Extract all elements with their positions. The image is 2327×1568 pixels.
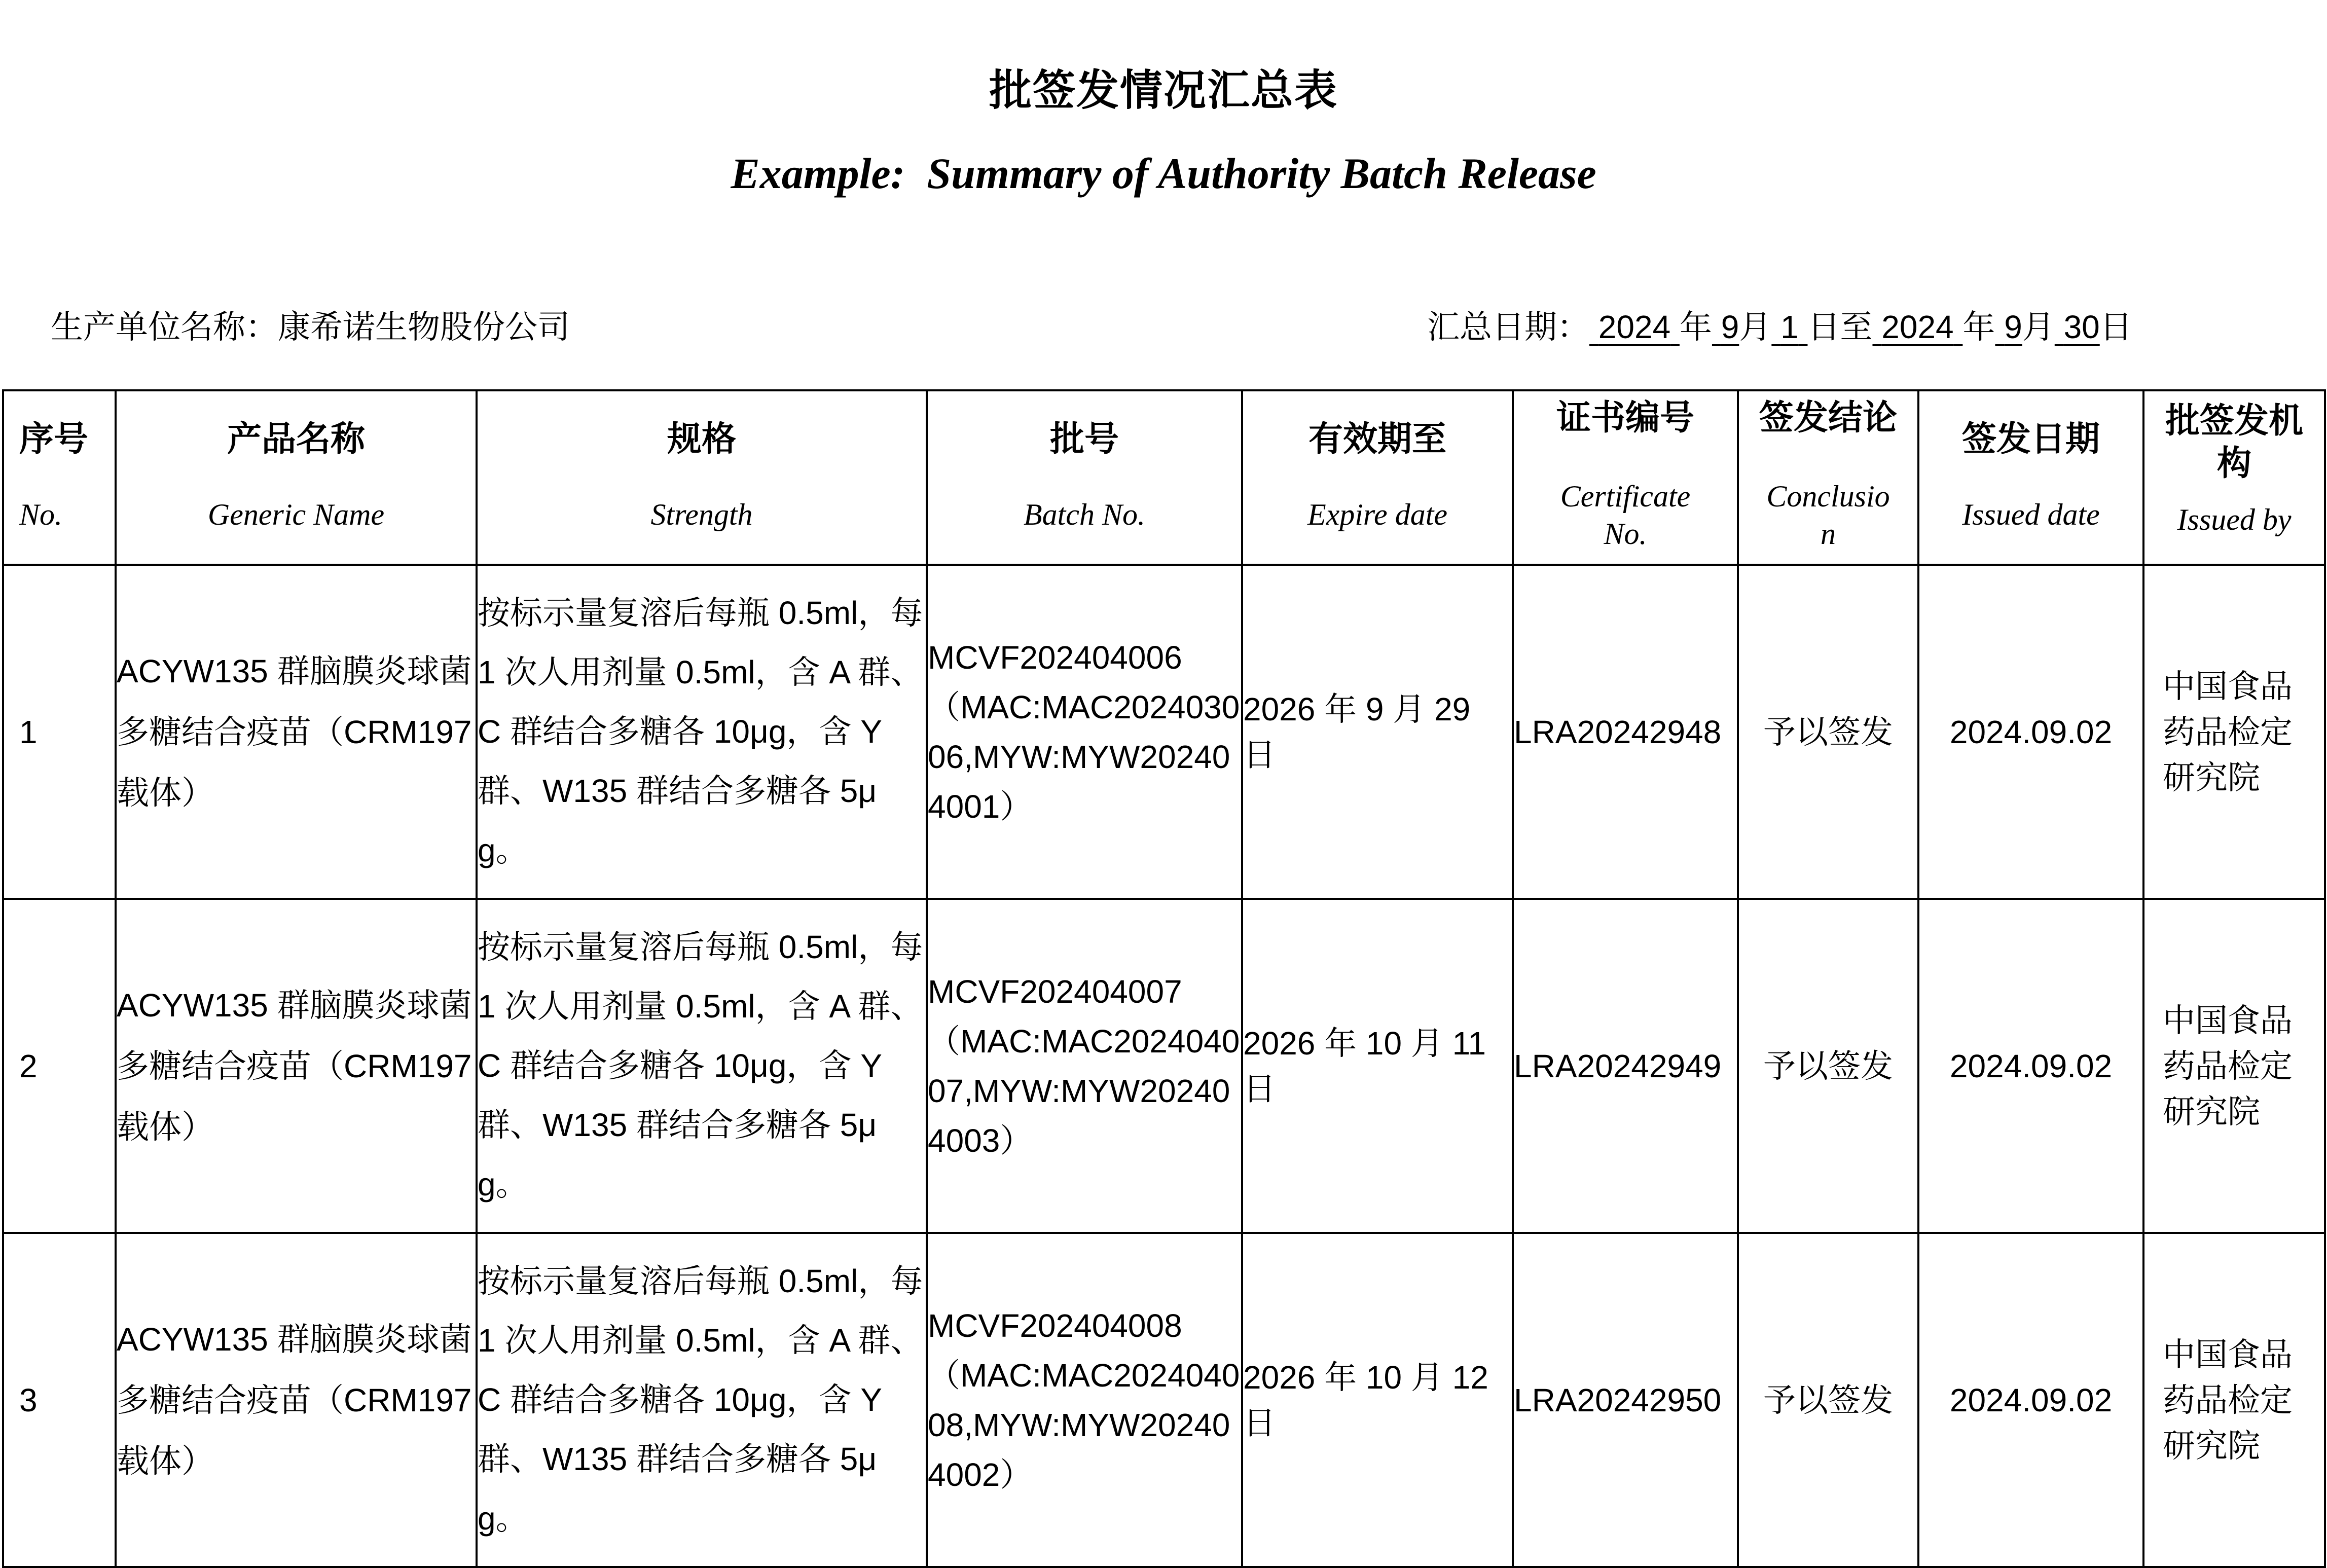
cell-no: 1 bbox=[3, 565, 116, 899]
cell-issued-by: 中国食品药品检定研究院 bbox=[2143, 899, 2325, 1233]
day-char: 日 bbox=[2099, 309, 2132, 345]
cell-batch-no: MCVF202404007（MAC:MAC202404007,MYW:MYW202404003） bbox=[927, 899, 1242, 1233]
cell-no: 2 bbox=[3, 899, 116, 1233]
document-title: 批签发情况汇总表 bbox=[989, 65, 1338, 115]
summary-date-label: 汇总日期： bbox=[1427, 309, 1589, 345]
from-day: 1 bbox=[1780, 309, 1799, 345]
month-char: 月 bbox=[2022, 309, 2055, 345]
cell-conclusion: 予以签发 bbox=[1738, 565, 1918, 899]
manufacturer-label: 生产单位名称： bbox=[51, 309, 278, 345]
to-year: 2024 bbox=[1881, 309, 1954, 345]
header-generic-name: 产品名称 Generic Name bbox=[116, 390, 477, 565]
cell-batch-no: MCVF202404006（MAC:MAC202403006,MYW:MYW202404001） bbox=[927, 565, 1242, 899]
cell-issued-by: 中国食品药品检定研究院 bbox=[2143, 565, 2325, 899]
cell-conclusion: 予以签发 bbox=[1738, 899, 1918, 1233]
cell-expire-date: 2026 年 9 月 29 日 bbox=[1242, 565, 1513, 899]
month-char: 月 bbox=[1739, 309, 1772, 345]
day-char: 日 bbox=[1807, 309, 1840, 345]
cell-expire-date: 2026 年 10 月 12 日 bbox=[1242, 1233, 1513, 1567]
cell-batch-no: MCVF202404008（MAC:MAC202404008,MYW:MYW202404002） bbox=[927, 1233, 1242, 1567]
header-conclusion: 签发结论 Conclusion bbox=[1738, 390, 1918, 565]
cell-strength: 按标示量复溶后每瓶 0.5ml，每 1 次人用剂量 0.5ml，含 A 群、C 群结合多糖各 10μg，含 Y 群、W135 群结合多糖各 5μg。 bbox=[477, 565, 927, 899]
cell-no: 3 bbox=[3, 1233, 116, 1567]
year-char: 年 bbox=[1962, 309, 1995, 345]
batch-release-table bbox=[2, 389, 2326, 1568]
cell-certificate-no: LRA20242950 bbox=[1513, 1233, 1738, 1567]
table-row bbox=[3, 565, 2325, 899]
header-expire-date: 有效期至 Expire date bbox=[1242, 390, 1513, 565]
cell-issued-date: 2024.09.02 bbox=[1918, 1233, 2143, 1567]
summary-date-line bbox=[1427, 302, 2132, 352]
cell-strength: 按标示量复溶后每瓶 0.5ml，每 1 次人用剂量 0.5ml，含 A 群、C 群结合多糖各 10μg，含 Y 群、W135 群结合多糖各 5μg。 bbox=[477, 899, 927, 1233]
table-row bbox=[3, 899, 2325, 1233]
table-header-row bbox=[3, 390, 2325, 565]
cell-strength: 按标示量复溶后每瓶 0.5ml，每 1 次人用剂量 0.5ml，含 A 群、C 群结合多糖各 10μg，含 Y 群、W135 群结合多糖各 5μg。 bbox=[477, 1233, 927, 1567]
header-strength: 规格 Strength bbox=[477, 390, 927, 565]
cell-issued-date: 2024.09.02 bbox=[1918, 899, 2143, 1233]
from-year: 2024 bbox=[1598, 309, 1671, 345]
header-batch-no: 批号 Batch No. bbox=[927, 390, 1242, 565]
to-char: 至 bbox=[1840, 309, 1873, 345]
cell-generic-name: ACYW135 群脑膜炎球菌多糖结合疫苗（CRM197 载体） bbox=[116, 899, 477, 1233]
header-issued-date: 签发日期 Issued date bbox=[1918, 390, 2143, 565]
manufacturer-value: 康希诺生物股份公司 bbox=[278, 309, 570, 345]
from-month: 9 bbox=[1721, 309, 1739, 345]
cell-conclusion: 予以签发 bbox=[1738, 1233, 1918, 1567]
to-day: 30 bbox=[2063, 309, 2100, 345]
cell-issued-by: 中国食品药品检定研究院 bbox=[2143, 1233, 2325, 1567]
header-issued-by: 批签发机构 Issued by bbox=[2143, 390, 2325, 565]
manufacturer-line bbox=[51, 302, 570, 352]
cell-issued-date: 2024.09.02 bbox=[1918, 565, 2143, 899]
to-month: 9 bbox=[2004, 309, 2022, 345]
cell-generic-name: ACYW135 群脑膜炎球菌多糖结合疫苗（CRM197 载体） bbox=[116, 1233, 477, 1567]
cell-expire-date: 2026 年 10 月 11 日 bbox=[1242, 899, 1513, 1233]
header-no: 序号 No. bbox=[3, 390, 116, 565]
cell-certificate-no: LRA20242948 bbox=[1513, 565, 1738, 899]
table-row bbox=[3, 1233, 2325, 1567]
header-certificate-no: 证书编号 Certificate No. bbox=[1513, 390, 1738, 565]
year-char: 年 bbox=[1679, 309, 1712, 345]
document-subtitle: Example: Summary of Authority Batch Release bbox=[731, 149, 1596, 198]
cell-certificate-no: LRA20242949 bbox=[1513, 899, 1738, 1233]
cell-generic-name: ACYW135 群脑膜炎球菌多糖结合疫苗（CRM197 载体） bbox=[116, 565, 477, 899]
